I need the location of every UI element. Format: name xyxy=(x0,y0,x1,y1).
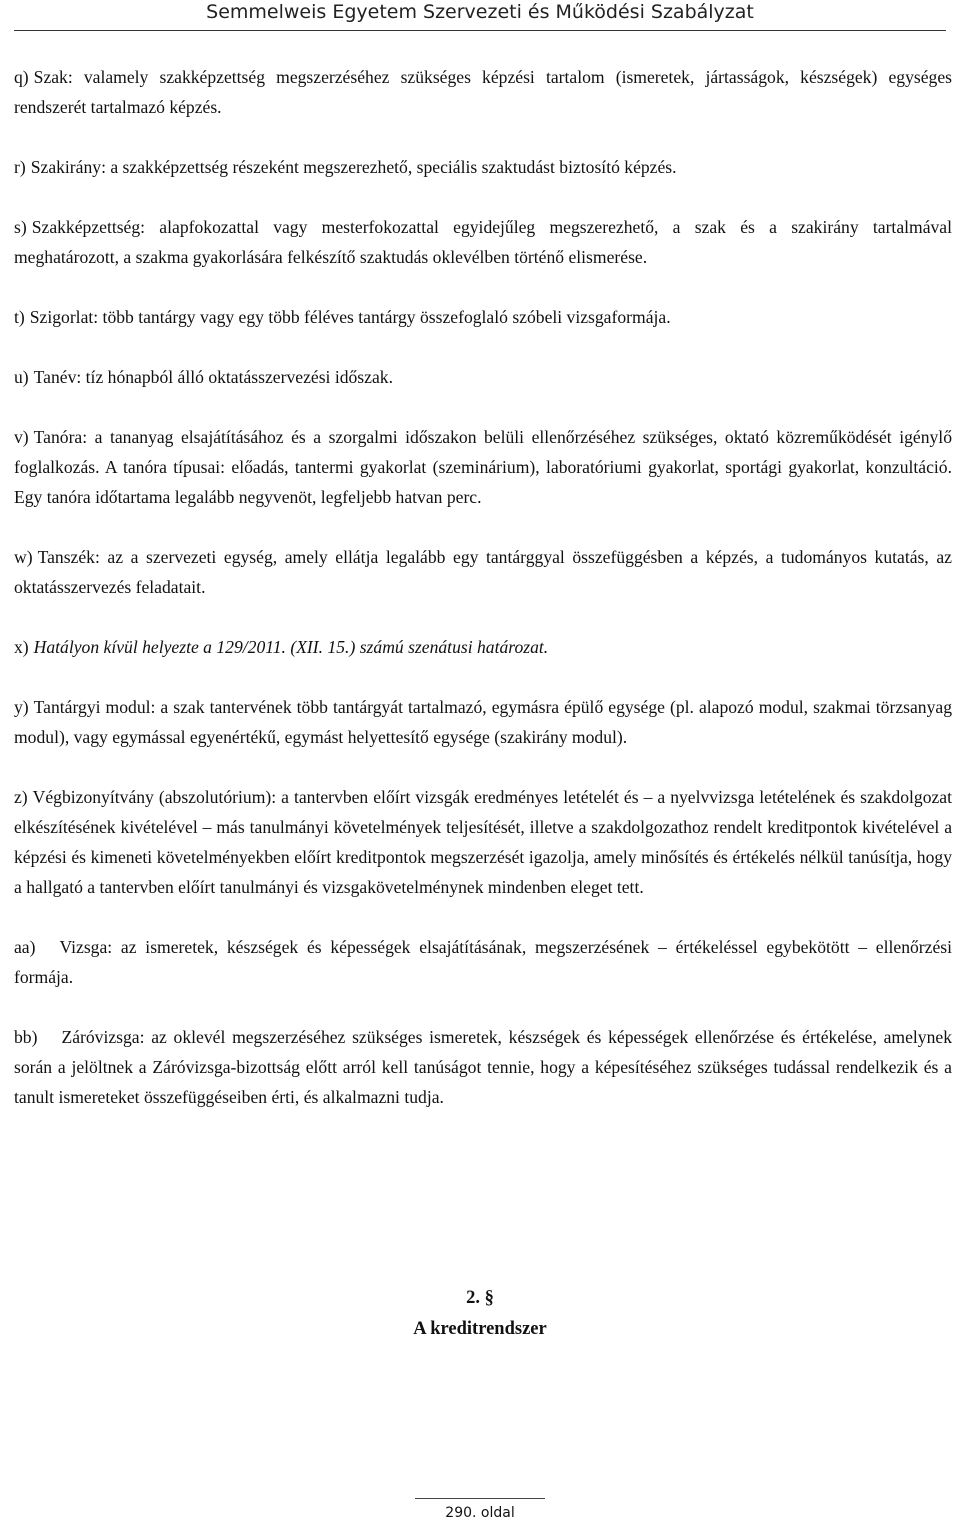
definition-item xyxy=(14,302,952,332)
item-text: Hatályon kívül helyezte a 129/2011. (XII. 15.) számú szenátusi határozat. xyxy=(33,637,549,657)
item-text: Szak: valamely szakképzettség megszerzéséhez szükséges képzési tartalom (ismeretek, jártasságok, készségek) egységes rendszerét tartalmazó képzés. xyxy=(14,67,952,117)
section-number: 2. § xyxy=(466,1288,494,1308)
section-title: A kreditrendszer xyxy=(413,1319,547,1339)
item-text: Tanszék: az a szervezeti egység, amely ellátja legalább egy tantárggyal összefüggésben a képzés, a tudományos kutatás, az oktatásszervezés feladatait. xyxy=(14,547,952,597)
definition-item xyxy=(14,422,952,512)
item-text: Tantárgyi modul: a szak tantervének több tantárgyát tartalmazó, egymásra épülő egysége (pl. alapozó modul, szakmai törzsanyag modul), vagy egymással egyenértékű, egymást helyettesítő egysége (szakirány modul). xyxy=(14,697,952,747)
item-marker: v) xyxy=(14,427,29,447)
item-marker: aa) xyxy=(14,937,36,957)
definitions-list xyxy=(14,62,952,1142)
item-marker: w) xyxy=(14,547,33,567)
definition-item xyxy=(14,362,952,392)
item-text: Szigorlat: több tantárgy vagy egy több féléves tantárgy összefoglaló szóbeli vizsgaformája. xyxy=(29,307,671,327)
item-text: Végbizonyítvány (abszolutórium): a tantervben előírt vizsgák eredményes letételét és – a nyelvvizsga letételének és szakdolgozat elkészítésének kivételével – más tanulmányi követelmények teljesítését, illetve a szakdolgozathoz rendelt kreditpontok kivételével a képzési és kimeneti követelményekben előírt kreditpontok megszerzését igazolja, amely minősítés és értékelés nélkül tanúsítja, hogy a hallgató a tantervben előírt tanulmányi és vizsgakövetelménynek mindenben eleget tett. xyxy=(14,787,952,897)
definition-item xyxy=(14,542,952,602)
item-marker: r) xyxy=(14,157,26,177)
item-marker: z) xyxy=(14,787,28,807)
item-marker: x) xyxy=(14,637,29,657)
definition-item xyxy=(14,782,952,902)
item-marker: bb) xyxy=(14,1027,38,1047)
item-marker: u) xyxy=(14,367,29,387)
item-text: Vizsga: az ismeretek, készségek és képességek elsajátításának, megszerzésének – értékeléssel egybekötött – ellenőrzési formája. xyxy=(14,937,952,987)
page-number: 290. oldal xyxy=(445,1505,515,1521)
item-marker: y) xyxy=(14,697,29,717)
item-text: Tanév: tíz hónapból álló oktatásszervezési időszak. xyxy=(33,367,393,387)
item-marker: t) xyxy=(14,307,25,327)
item-text: Záróvizsga: az oklevél megszerzéséhez szükséges ismeretek, készségek és képességek ellenőrzése és értékelése, amelynek során a jelöltnek a Záróvizsga-bizottság előtt arról kell tanúságot tennie, hogy a képesítéséhez szükséges tudással rendelkezik és a tanult ismereteket összefüggéseiben érti, és alkalmazni tudja. xyxy=(14,1027,952,1107)
definition-item xyxy=(14,932,952,992)
definition-item xyxy=(14,152,952,182)
section-heading xyxy=(0,1283,960,1345)
item-marker: q) xyxy=(14,67,29,87)
item-text: Tanóra: a tananyag elsajátításához és a szorgalmi időszakon belüli ellenőrzéséhez szükséges, oktató közreműködését igénylő foglalkozás. A tanóra típusai: előadás, tantermi gyakorlat (szeminárium), laboratóriumi gyakorlat, sportági gyakorlat, konzultáció. Egy tanóra időtartama legalább negyvenöt, legfeljebb hatvan perc. xyxy=(14,427,952,507)
item-text: Szakirány: a szakképzettség részeként megszerezhető, speciális szaktudást biztosító képzés. xyxy=(30,157,677,177)
header-title: Semmelweis Egyetem Szervezeti és Működési Szabályzat xyxy=(206,1,754,23)
item-text: Szakképzettség: alapfokozattal vagy mesterfokozattal egyidejűleg megszerezhető, a szak és a szakirány tartalmával meghatározott, a szakma gyakorlására felkészítő szaktudás oklevélben történő elismerése. xyxy=(14,217,952,267)
definition-item xyxy=(14,212,952,272)
document-header xyxy=(0,0,960,38)
definition-item xyxy=(14,692,952,752)
item-marker: s) xyxy=(14,217,27,237)
definition-item xyxy=(14,62,952,122)
page-footer xyxy=(0,1504,960,1522)
definition-item xyxy=(14,1022,952,1112)
header-divider xyxy=(14,30,946,31)
footer-divider xyxy=(415,1498,545,1499)
definition-item xyxy=(14,632,952,662)
